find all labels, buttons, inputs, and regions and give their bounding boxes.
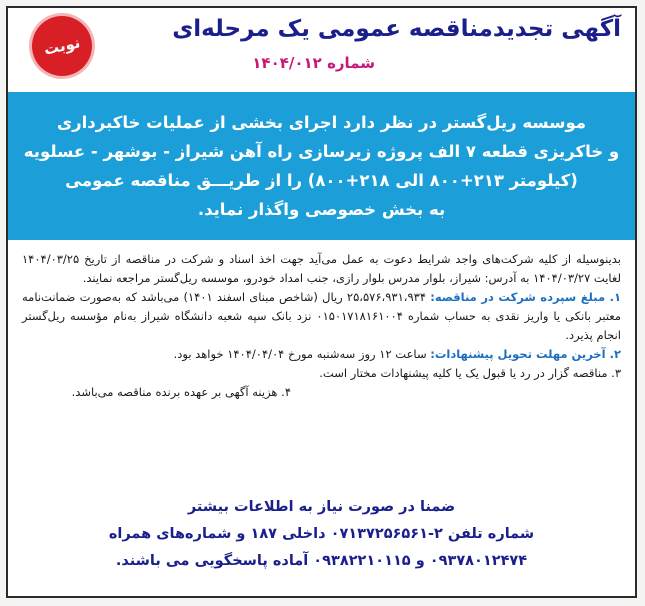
deposit-text: ۲۵،۵۷۶،۹۳۱،۹۳۴ ریال (شاخص مبنای اسفند ۱۴۰۱) می‌باشد که به‌صورت ضمانت‌نامه معتبر بانکی یا واریز نقدی به حساب شماره ۰۱۵۰۱۷۱۸۱۶۱۰۰۴ نزد بانک سپه شعبه دانشگاه شیراز به‌نام مؤسسه ریل‌گستر انجام پذیرد. [22, 290, 621, 342]
contact-footer [8, 494, 635, 596]
notice-title: آگهی تجدیدمناقصه عمومی یک مرحله‌ای [172, 16, 621, 42]
tender-summary-banner [8, 92, 635, 240]
contact-phones-line: شماره تلفن ۲-۰۷۱۳۷۲۵۶۵۶۱ داخلی ۱۸۷ و شماره‌های همراه [108, 526, 535, 542]
deadline-text: ساعت ۱۲ روز سه‌شنبه مورخ ۱۴۰۴/۰۴/۰۴ خواهد بود. [173, 347, 427, 361]
first-publication-badge: نوبت [26, 10, 97, 81]
contact-mobiles-line: ۰۹۳۷۸۰۱۲۴۷۴ و ۰۹۳۸۲۲۱۰۱۱۵ آماده پاسخگویی می باشند. [115, 553, 528, 569]
ad-cost-item: ۴. هزینه آگهی بر عهده برنده مناقصه می‌باشد. [71, 385, 291, 399]
notice-body [8, 240, 635, 498]
summary-line: موسسه ریل‌گستر در نظر دارد اجرای بخشی از عملیات خاکبرداری [57, 113, 586, 132]
intro-paragraph: بدینوسیله از کلیه شرکت‌های واجد شرایط دعوت به عمل می‌آید جهت اخذ اسناد و شرکت در مناقصه از تاریخ ۱۴۰۴/۰۳/۲۵ لغایت ۱۴۰۴/۰۳/۲۷ به آدرس: شیراز، بلوار مدرس بلوار رازی، جنب امداد خودرو، موسسه ریل‌گستر مراجعه نمایند. [22, 252, 621, 285]
rejection-item: ۳. مناقصه گزار در رد یا قبول یک یا کلیه پیشنهادات مختار است. [319, 366, 621, 380]
deposit-item [22, 288, 621, 345]
deadline-item [22, 345, 621, 364]
tender-notice [6, 6, 637, 598]
notice-header [8, 8, 635, 92]
notice-number: شماره ۱۴۰۴/۰۱۲ [252, 54, 375, 72]
summary-line: و خاکریزی قطعه ۷ الف پروژه زیرسازی راه آهن شیراز - بوشهر - عسلویه [23, 142, 620, 161]
summary-line: به بخش خصوصی واگذار نماید. [197, 200, 446, 219]
contact-line: ضمنا در صورت نیاز به اطلاعات بیشتر [187, 499, 456, 515]
deposit-label: ۱. مبلغ سپرده شرکت در مناقصه: [430, 290, 622, 304]
deadline-label: ۲. آخرین مهلت تحویل پیشنهادات: [430, 347, 621, 361]
summary-line: (کیلومتر ۲۱۳+۸۰۰ الی ۲۱۸+۸۰۰) را از طریـــق مناقصه عمومی [65, 171, 578, 190]
